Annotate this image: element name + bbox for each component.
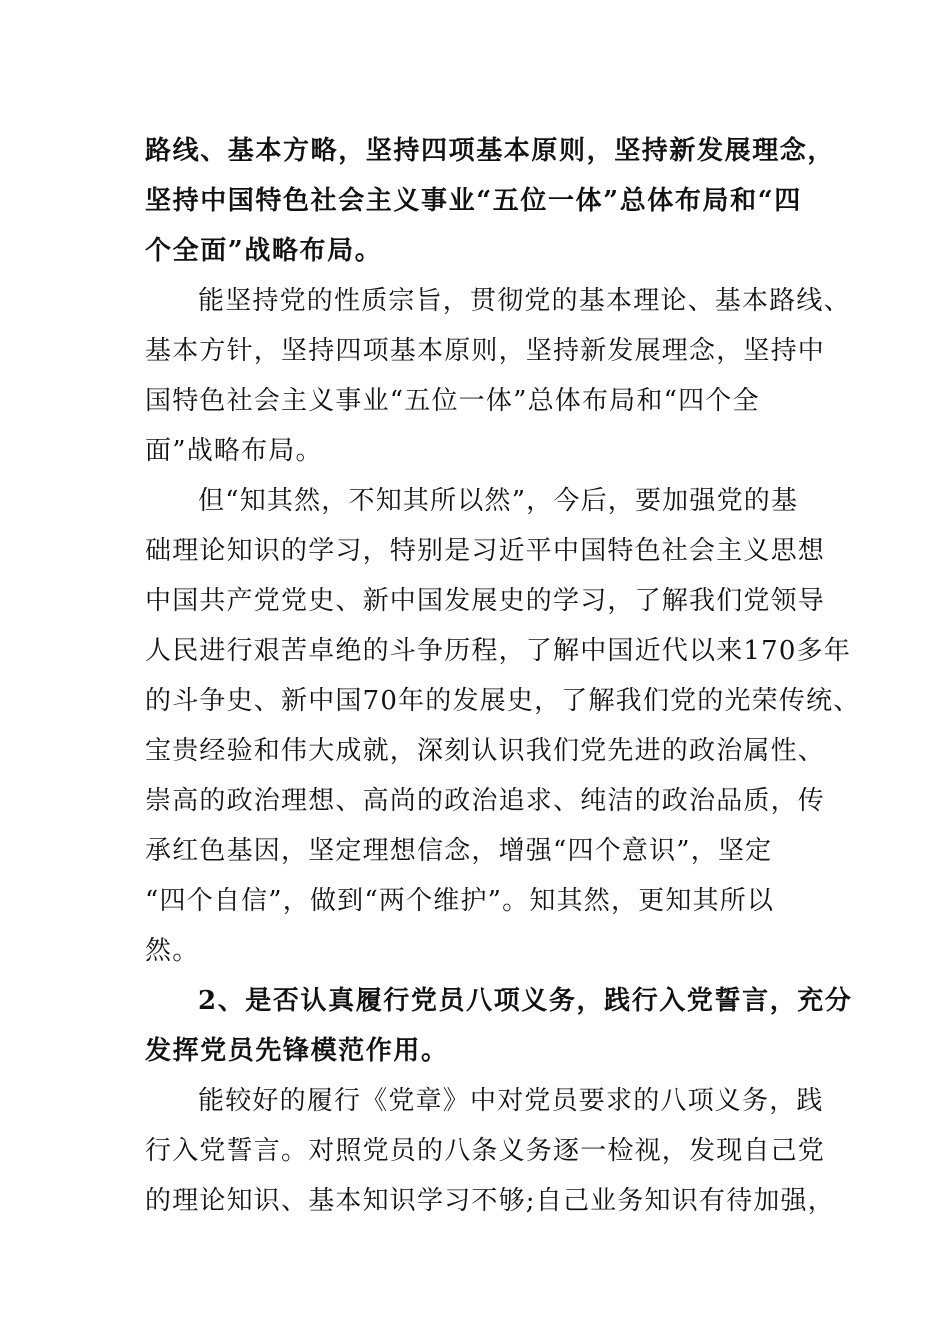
text-line: 面”战略布局。 (145, 436, 323, 466)
text-line: 然。 (145, 936, 200, 966)
text-line: 承红色基因，坚定理想信念，增强“四个意识”，坚定 (145, 836, 773, 866)
text-line: 坚持中国特色社会主义事业“五位一体”总体布局和“四 (145, 186, 802, 216)
text-line: 的斗争史、新中国70年的发展史，了解我们党的光荣传统、 (145, 686, 861, 716)
text-line: 中国共产党党史、新中国发展史的学习，了解我们党领导 (145, 586, 826, 616)
text-line: 能坚持党的性质宗旨，贯彻党的基本理论、基本路线、 (198, 286, 851, 316)
text-line: 但“知其然，不知其所以然”，今后，要加强党的基 (198, 486, 799, 516)
text-line: 人民进行艰苦卓绝的斗争历程，了解中国近代以来170多年 (145, 636, 852, 666)
text-line: 的理论知识、基本知识学习不够;自己业务知识有待加强， (145, 1186, 835, 1216)
text-line: 能较好的履行《党章》中对党员要求的八项义务，践 (198, 1086, 824, 1116)
text-line: 行入党誓言。对照党员的八条义务逐一检视，发现自己党 (145, 1136, 826, 1166)
text-line: 础理论知识的学习，特别是习近平中国特色社会主义思想 (145, 536, 826, 566)
text-line: 个全面”战略布局。 (145, 236, 383, 266)
section-heading: 发挥党员先锋模范作用。 (145, 1036, 449, 1066)
text-line: “四个自信”，做到“两个维护”。知其然，更知其所以 (145, 886, 775, 916)
text-line: 崇高的政治理想、高尚的政治追求、纯洁的政治品质，传 (145, 786, 826, 816)
text-line: 宝贵经验和伟大成就，深刻认识我们党先进的政治属性、 (145, 736, 826, 766)
text-line: 路线、基本方略，坚持四项基本原则，坚持新发展理念， (145, 136, 836, 166)
section-heading: 2、是否认真履行党员八项义务，践行入党誓言，充分 (198, 986, 853, 1016)
text-line: 基本方针，坚持四项基本原则，坚持新发展理念，坚持中 (145, 336, 826, 366)
text-line: 国特色社会主义事业“五位一体”总体布局和“四个全 (145, 386, 760, 416)
